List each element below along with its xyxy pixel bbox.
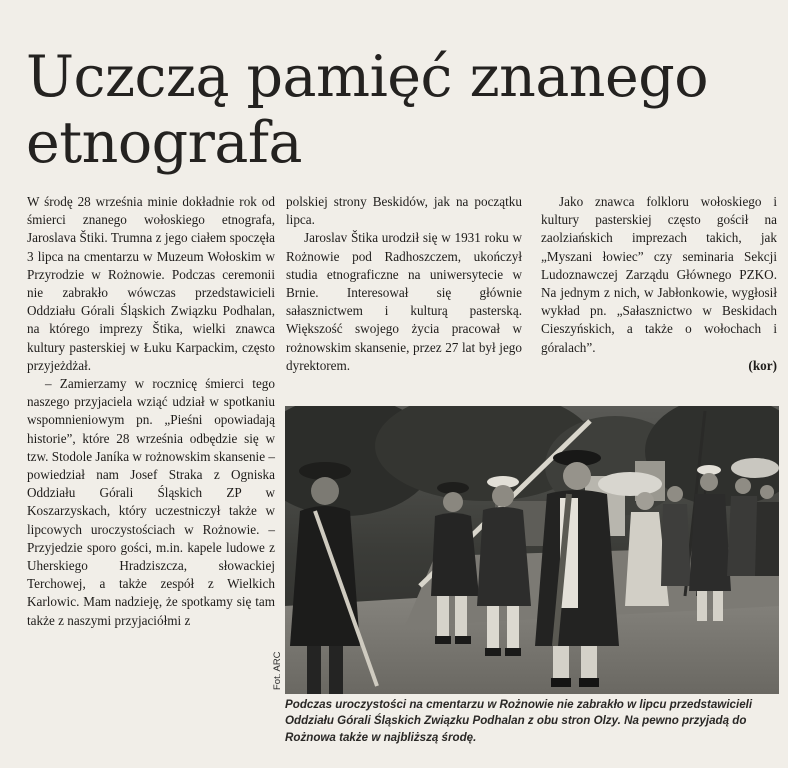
photo-caption: Podczas uroczystości na cmentarzu w Rożnowie nie zabrakło w lipcu przedstawicieli Oddziału Górali Śląskich Związku Podhalan z obu stron Olzy. Na pewno przyjadą do Rożnowa także w najbliższą środę. [285,698,753,744]
paragraph: – Zamierzamy w rocznicę śmierci tego naszego przyjaciela wziąć udział w spotkaniu wspomnieniowym pn. „Pieśni opowiadają historie”, które 28 września odbędzie się w tzw. Stodole Janíka w rożnowskim skansenie – powiedział nam Josef Straka z Ogniska Oddziału Górali Śląskich ZP w Koszarzyskach, który uczestniczył także w lipcowych uroczystościach w Rożnowie. – Przyjedzie sporo gości, m.in. kapele ludowe z Uherskiego Hradziszcza, słowackiej Terchowej, a także zespół z Wielkich Karlowic. Mam nadzieję, że spotkamy się tam także z naszymi przyjaciółmi z [27,376,275,628]
photo-credit: Fot. ARC [272,651,283,690]
article-column-2 [286,193,522,375]
paragraph: W środę 28 września minie dokładnie rok od śmierci znanego wołoskiego etnografa, Jaroslava Štiki. Trumna z jego ciałem spoczęła 3 lipca na cmentarzu w Muzeum Wołoskim w Przyrodzie w Rożnowie. Podczas ceremonii nie zabrakło wówczas przedstawicieli Oddziału Górali Śląskich Związku Podhalan, na którego imprezy Štika, wielki znawca kultury pasterskiej w Łuku Karpackim, często przyjeżdżał. [27,194,275,373]
author-signature: (kor) [748,357,777,373]
article-photo [285,406,779,694]
paragraph: Jaroslav Štika urodził się w 1931 roku w Rożnowie pod Radhoszczem, ukończył studia etnograficzne na uniwersytecie w Brnie. Interesował się głównie sałasznictwem i kulturą pasterską. Większość swojego życia pracował w rożnowskim skansenie, przez 27 lat był jego dyrektorem. [286,230,522,373]
article-headline: Uczczą pamięć znanego etnografa [26,44,709,177]
paragraph: Jako znawca folkloru wołoskiego i kultury pasterskiej często gościł na zaolziańskich imprezach takich, jak „Myszani łowiec” czy seminaria Sekcji Ludoznawczej Zarządu Głównego PZKO. Na jednym z nich, w Jabłonkowie, wygłosił wykład pn. „Sałasznictwo w Beskidach Cieszyńskich, a także o wołochach i góralach”. [541,194,777,355]
photo-illustration [285,406,779,694]
article-column-3 [541,193,777,375]
article-column-1 [27,193,275,630]
paragraph: polskiej strony Beskidów, jak na początku lipca. [286,194,522,228]
